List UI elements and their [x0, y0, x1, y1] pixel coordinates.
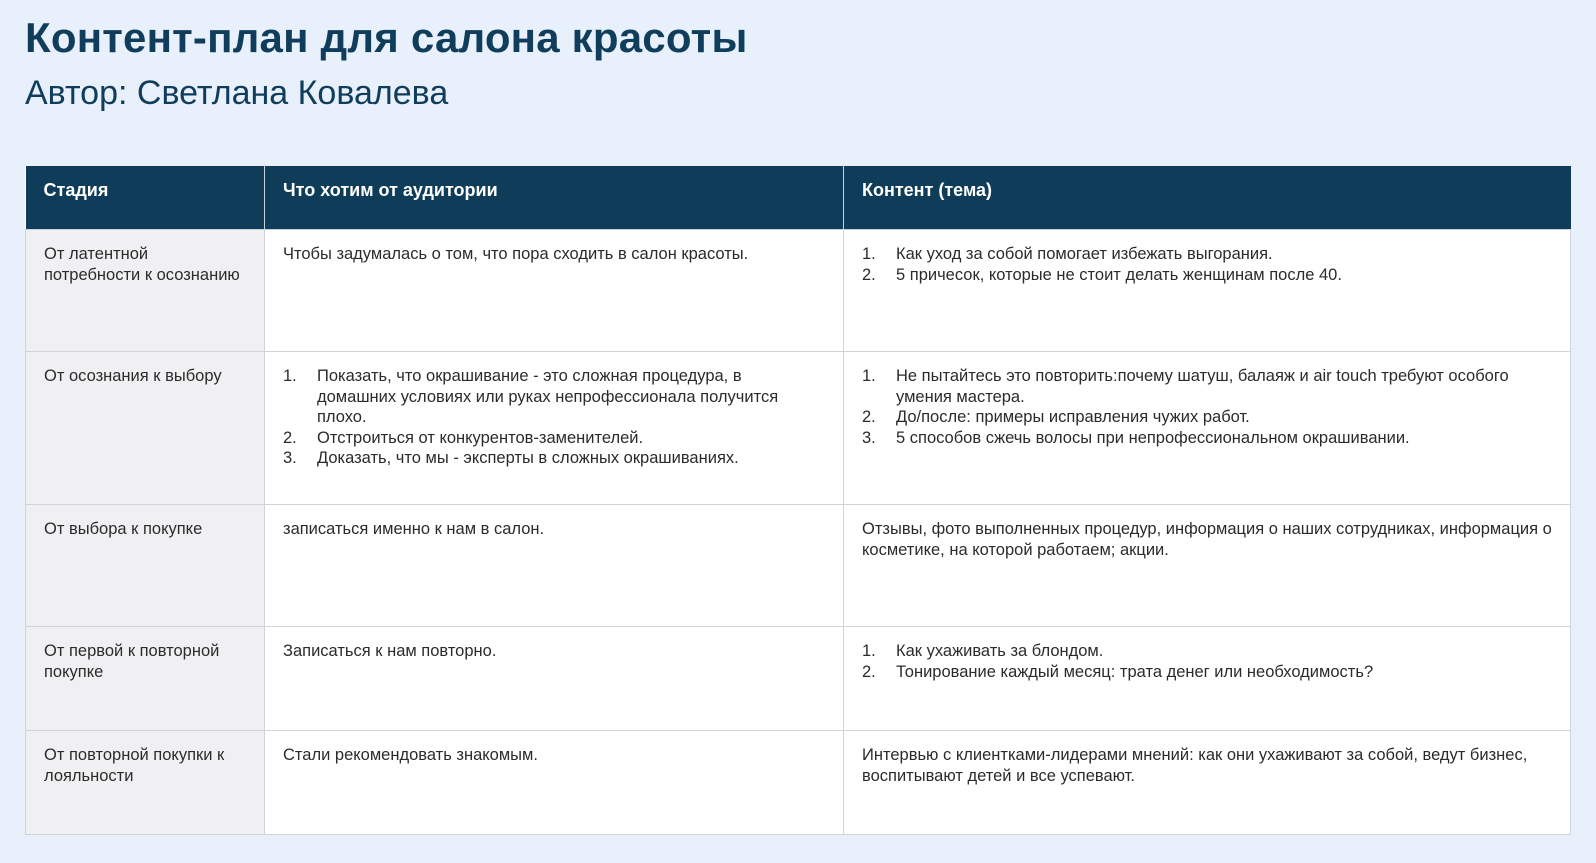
column-header-stage: Стадия: [26, 166, 265, 230]
list-item: 1. Как ухаживать за блондом.: [862, 642, 1104, 660]
table-header-row: [26, 166, 1571, 230]
list-item: 2. До/после: примеры исправления чужих работ.: [862, 408, 1250, 426]
content-plan-table: [25, 166, 1571, 835]
content-list: [862, 641, 1552, 682]
table-row: [26, 731, 1571, 835]
content-cell: [844, 352, 1571, 505]
column-header-goal: Что хотим от аудитории: [265, 166, 844, 230]
list-item: 1. Как уход за собой помогает избежать выгорания.: [862, 245, 1273, 263]
list-item: 1. Не пытайтесь это повторить:почему шатуш, балаяж и air touch требуют особого умения мастера.: [862, 367, 1509, 406]
page-subtitle: Автор: Светлана Ковалева: [25, 74, 449, 112]
content-cell: Отзывы, фото выполненных процедур, информация о наших сотрудниках, информация о косметике, на которой работаем; акции.: [844, 505, 1571, 627]
page-title: Контент-план для салона красоты: [25, 14, 748, 61]
list-item: 2. Отстроиться от конкурентов-заменителей.: [283, 428, 644, 447]
content-list: [862, 244, 1552, 285]
goal-cell: Стали рекомендовать знакомым.: [265, 731, 844, 835]
goal-cell: Записаться к нам повторно.: [265, 627, 844, 731]
stage-cell: От латентной потребности к осознанию: [26, 230, 265, 352]
content-list: [862, 366, 1552, 448]
stage-cell: От осознания к выбору: [26, 352, 265, 505]
column-header-content: Контент (тема): [844, 166, 1571, 230]
list-item: 1. Показать, что окрашивание - это сложная процедура, в домашних условиях или руках непрофессионала получится плохо.: [283, 367, 779, 426]
table-row: [26, 352, 1571, 505]
list-item: 3. Доказать, что мы - эксперты в сложных окрашиваниях.: [283, 449, 739, 467]
content-cell: [844, 627, 1571, 731]
list-item: 2. 5 причесок, которые не стоит делать женщинам после 40.: [862, 265, 1342, 284]
table-row: [26, 505, 1571, 627]
stage-cell: От повторной покупки к лояльности: [26, 731, 265, 835]
goal-list: [283, 366, 825, 469]
goal-cell: записаться именно к нам в салон.: [265, 505, 844, 627]
stage-cell: От выбора к покупке: [26, 505, 265, 627]
content-cell: Интервью с клиентками-лидерами мнений: как они ухаживают за собой, ведут бизнес, воспитывают детей и все успевают.: [844, 731, 1571, 835]
goal-cell: Чтобы задумалась о том, что пора сходить в салон красоты.: [265, 230, 844, 352]
table-row: [26, 627, 1571, 731]
goal-cell: [265, 352, 844, 505]
content-cell: [844, 230, 1571, 352]
table-row: [26, 230, 1571, 352]
stage-cell: От первой к повторной покупке: [26, 627, 265, 731]
list-item: 2. Тонирование каждый месяц: трата денег или необходимость?: [862, 662, 1374, 681]
list-item: 3. 5 способов сжечь волосы при непрофессиональном окрашивании.: [862, 428, 1410, 447]
